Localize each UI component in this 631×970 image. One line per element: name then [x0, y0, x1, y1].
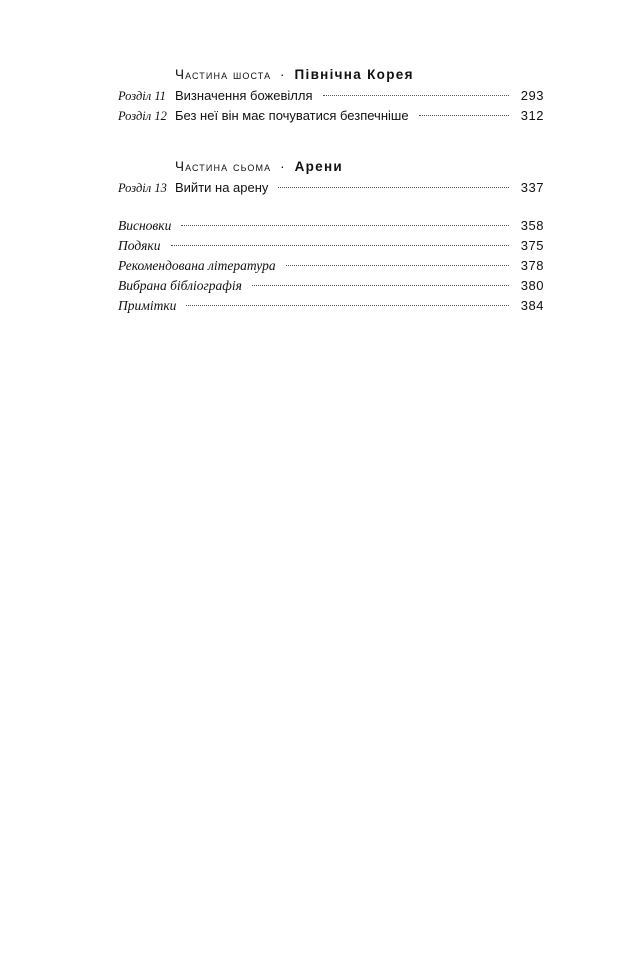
chapter-number: Розділ 11 — [118, 89, 166, 103]
dot-leader — [419, 115, 509, 116]
toc-entry-chapter-11[interactable] — [118, 86, 544, 106]
dot-leader — [252, 285, 509, 286]
toc-entry-recommended-reading[interactable] — [118, 256, 544, 276]
part-seven-heading — [175, 156, 544, 178]
dot-leader — [171, 245, 509, 246]
toc-entry-selected-bibliography[interactable] — [118, 276, 544, 296]
dot-leader — [181, 225, 508, 226]
page-number: 293 — [520, 88, 544, 103]
back-matter-title: Висновки — [118, 218, 172, 233]
dot-leader — [286, 265, 509, 266]
back-matter-title: Примітки — [118, 298, 177, 313]
page-number: 358 — [520, 218, 544, 233]
part-separator: · — [280, 67, 286, 82]
page-number: 337 — [520, 180, 544, 195]
dot-leader — [278, 187, 508, 188]
toc-entry-conclusions[interactable] — [118, 216, 544, 236]
toc-entry-notes[interactable] — [118, 296, 544, 316]
part-separator: · — [280, 159, 286, 174]
page-number: 380 — [520, 278, 544, 293]
chapter-title: Без неї він має почуватися безпечніше — [175, 108, 409, 123]
chapter-title: Визначення божевілля — [175, 88, 313, 103]
page-number: 375 — [520, 238, 544, 253]
part-name: Арени — [294, 159, 344, 174]
chapter-number: Розділ 13 — [118, 181, 167, 195]
part-label: Частина сьома — [175, 159, 272, 174]
spacer — [118, 126, 544, 156]
part-six-heading — [175, 64, 544, 86]
back-matter-title: Вибрана бібліографія — [118, 278, 242, 293]
page-number: 312 — [520, 108, 544, 123]
chapter-title: Вийти на арену — [175, 180, 269, 195]
part-label: Частина шоста — [175, 67, 272, 82]
back-matter-title: Подяки — [118, 238, 161, 253]
chapter-number: Розділ 12 — [118, 109, 167, 123]
table-of-contents — [118, 64, 544, 316]
toc-entry-chapter-13[interactable] — [118, 178, 544, 198]
spacer — [118, 198, 544, 216]
dot-leader — [323, 95, 509, 96]
page-number: 378 — [520, 258, 544, 273]
toc-entry-acknowledgements[interactable] — [118, 236, 544, 256]
dot-leader — [186, 305, 508, 306]
back-matter-title: Рекомендована література — [118, 258, 276, 273]
page-number: 384 — [520, 298, 544, 313]
part-name: Північна Корея — [294, 67, 414, 82]
toc-entry-chapter-12[interactable] — [118, 106, 544, 126]
